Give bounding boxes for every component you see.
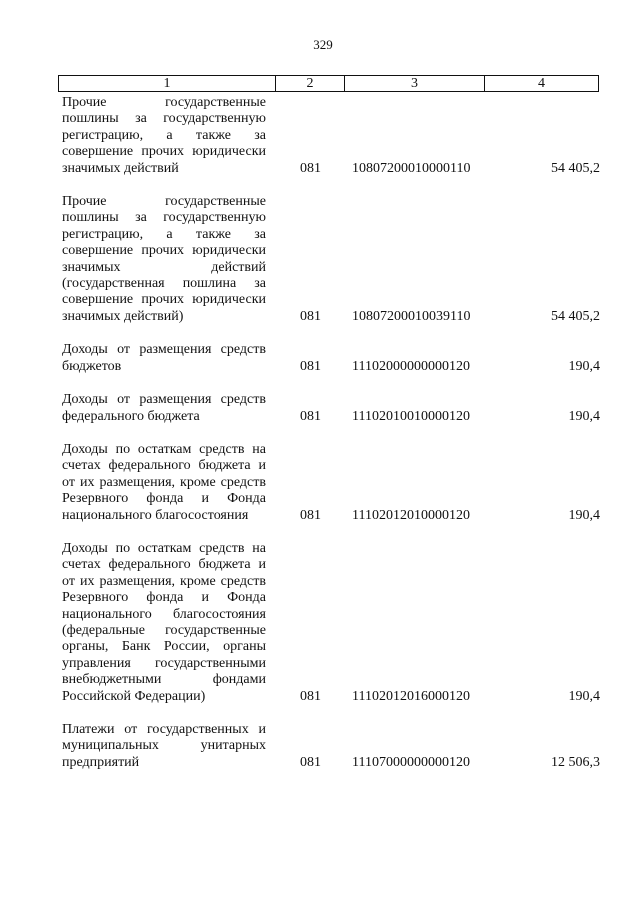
table-row <box>62 392 602 425</box>
row-budget-classification-code: 10807200010000110 <box>352 160 471 176</box>
row-admin-code: 081 <box>300 507 321 523</box>
row-description: Прочие государственные пошлины за государственную регистрацию, а также за совершение прочих юридически значимых действий (государственная пошлина за совершение прочих юридически значимых действий) <box>62 194 266 324</box>
row-description: Доходы по остаткам средств на счетах федерального бюджета и от их размещения, кроме средств Резервного фонда и Фонда национального благосостояния <box>62 441 266 523</box>
row-amount: 12 506,3 <box>551 754 600 770</box>
table-row <box>62 342 602 375</box>
table-row <box>62 95 602 177</box>
table-column-header <box>58 75 599 92</box>
row-description: Доходы от размещения средств федерального бюджета <box>62 392 266 424</box>
table-row <box>62 194 602 325</box>
column-header-2: 2 <box>276 76 345 91</box>
row-admin-code: 081 <box>300 308 321 324</box>
row-amount: 54 405,2 <box>551 308 600 324</box>
table-row <box>62 541 602 705</box>
column-header-3: 3 <box>345 76 485 91</box>
row-amount: 190,4 <box>568 408 600 424</box>
row-amount: 190,4 <box>568 688 600 704</box>
row-admin-code: 081 <box>300 408 321 424</box>
row-description: Прочие государственные пошлины за государственную регистрацию, а также за совершение прочих юридически значимых действий <box>62 95 266 176</box>
row-description: Доходы от размещения средств бюджетов <box>62 342 266 374</box>
row-admin-code: 081 <box>300 160 321 176</box>
row-budget-classification-code: 11102010010000120 <box>352 408 470 424</box>
column-header-4: 4 <box>538 76 545 91</box>
row-amount: 190,4 <box>568 507 600 523</box>
row-amount: 190,4 <box>568 358 600 374</box>
table-row <box>62 722 602 771</box>
row-description: Платежи от государственных и муниципальных унитарных предприятий <box>62 722 266 770</box>
row-budget-classification-code: 10807200010039110 <box>352 308 471 324</box>
table-body <box>62 95 602 788</box>
page-number: 329 <box>313 37 333 52</box>
row-budget-classification-code: 11102000000000120 <box>352 358 470 374</box>
row-admin-code: 081 <box>300 688 321 704</box>
row-budget-classification-code: 11102012010000120 <box>352 507 470 523</box>
row-description: Доходы по остаткам средств на счетах федерального бюджета и от их размещения, кроме средств Резервного фонда и Фонда национального благосостояния (федеральные государственные органы, Банк России, органы управления государственными внебюджетными фондами Российской Федерации) <box>62 540 266 704</box>
row-budget-classification-code: 11102012016000120 <box>352 688 470 704</box>
row-amount: 54 405,2 <box>551 160 600 176</box>
row-budget-classification-code: 11107000000000120 <box>352 754 470 770</box>
row-admin-code: 081 <box>300 358 321 374</box>
row-admin-code: 081 <box>300 754 321 770</box>
column-header-1: 1 <box>59 76 276 91</box>
table-row <box>62 442 602 524</box>
